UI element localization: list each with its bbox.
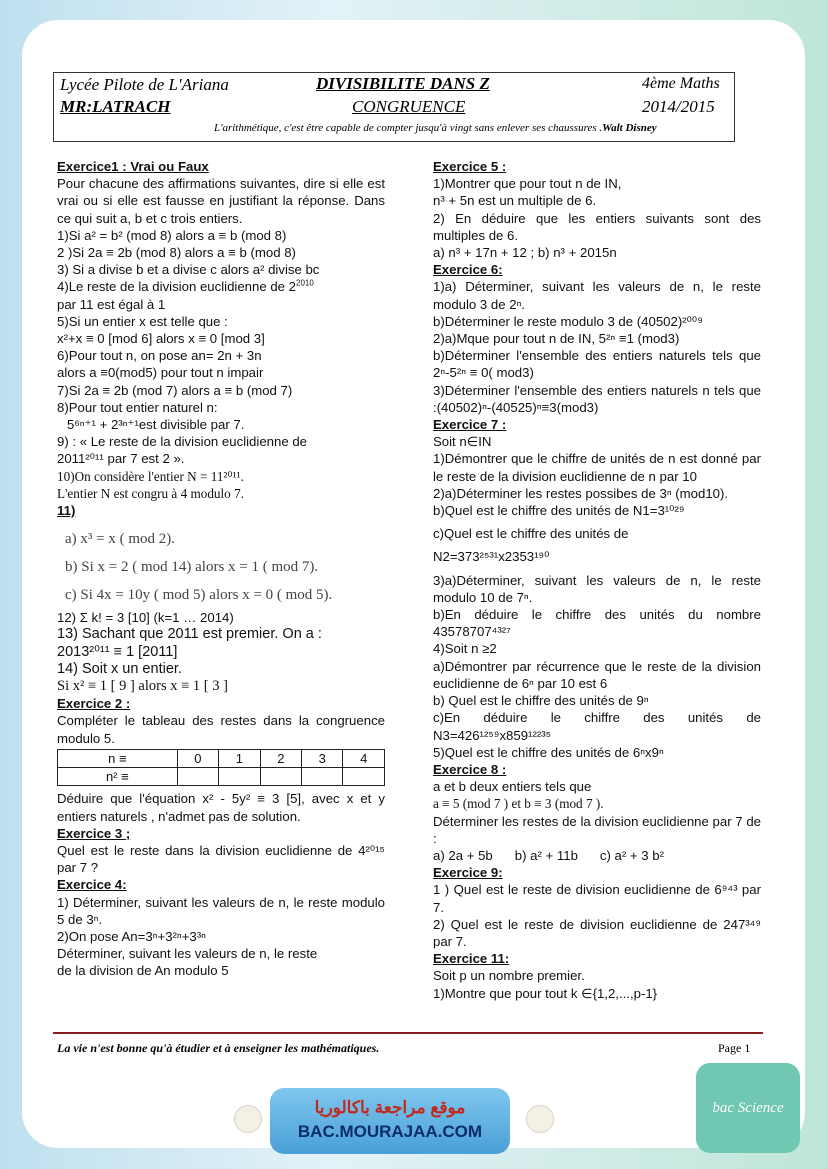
remainder-table	[57, 749, 385, 786]
bac-science-badge: bac Science	[696, 1063, 800, 1153]
statement-10-cont: L'entier N est congru à 4 modulo 7.	[57, 485, 244, 501]
exercise-4-q2: 2)On pose An=3ⁿ+3²ⁿ+3³ⁿ	[57, 928, 206, 944]
table-cell	[177, 768, 218, 786]
exercise-4-q1: 1) Déterminer, suivant les valeurs de n, le reste modulo 5 de 3ⁿ.	[57, 894, 385, 927]
exercise-11-title: Exercice 11:	[433, 951, 510, 967]
table-cell: n ≡	[58, 749, 178, 767]
exercise-6-q1b: b)Déterminer le reste modulo 3 de (40502)²⁰⁰⁹	[433, 313, 703, 329]
exercise-5-q2: 2) En déduire que les entiers suivants sont des multiples de 6.	[433, 210, 761, 243]
exercise-4-q4: de la division de An modulo 5	[57, 963, 229, 979]
exercise-5-title: Exercice 5 :	[433, 159, 507, 174]
exercise-2-text2: Déduire que l'équation x² - 5y² ≡ 3 [5], avec x et y entiers naturels , n'admet pas de solution.	[57, 791, 385, 824]
statement-14-cont: Si x² ≡ 1 [ 9 ] alors x ≡ 1 [ 3 ]	[57, 678, 228, 695]
exercise-5-q2-cont: a) n³ + 17n + 12 ; b) n³ + 2015n	[433, 245, 617, 261]
statement-9: 9) : « Le reste de la division euclidienne de	[57, 434, 307, 450]
exercise-11-l2: 1)Montre que pour tout k ∈{1,2,...,p-1}	[433, 985, 658, 1001]
statement-8: 8)Pour tout entier naturel n:	[57, 399, 218, 415]
statement-3: 3) Si a divise b et a divise c alors a² divise bc	[57, 262, 320, 278]
exercise-9-q1: 1 ) Quel est le reste de division euclidienne de 6⁹⁴³ par 7.	[433, 882, 761, 915]
right-column	[433, 158, 761, 1002]
exercise-4-q3: Déterminer, suivant les valeurs de n, le reste	[57, 946, 318, 962]
exercise-11-l1: Soit p un nombre premier.	[433, 968, 585, 984]
table-cell: n² ≡	[58, 768, 178, 786]
table-cell: 4	[343, 749, 385, 767]
title-divisibility: DIVISIBILITE DANS Z	[316, 74, 490, 93]
exercise-4-title: Exercice 4:	[57, 877, 127, 893]
exercise-7-q5: 5)Quel est le chiffre des unités de 6ⁿx9ⁿ	[433, 744, 664, 760]
table-cell	[302, 768, 343, 786]
exercise-8-title: Exercice 8 :	[433, 761, 507, 777]
exercise-6-q1a: 1)a) Déterminer, suivant les valeurs de n, le reste modulo 3 de 2ⁿ.	[433, 279, 761, 312]
table-cell	[219, 768, 260, 786]
title-congruence: CONGRUENCE	[352, 97, 466, 116]
statement-1: 1)Si a² = b² (mod 8) alors a ≡ b (mod 8)	[57, 227, 287, 243]
page-number: Page 1	[718, 1041, 751, 1055]
left-column	[57, 158, 385, 980]
table-cell: 1	[219, 749, 260, 767]
class-level: 4ème Maths	[642, 75, 720, 92]
statement-10: 10)On considère l'entier N = 11²⁰¹¹.	[57, 468, 244, 484]
footer-divider	[53, 1032, 763, 1034]
table-cell	[260, 768, 301, 786]
exercise-7-q4a: a)Démontrer par récurrence que le reste de la division euclidienne de 6ⁿ par 10 est 6	[433, 658, 761, 691]
statement-7: 7)Si 2a ≡ 2b (mod 7) alors a ≡ b (mod 7)	[57, 382, 293, 398]
table-cell	[343, 768, 385, 786]
document-header	[53, 72, 735, 142]
exercise-2-text: Compléter le tableau des restes dans la congruence modulo 5.	[57, 713, 385, 746]
statement-13: 13) Sachant que 2011 est premier. On a :	[57, 626, 322, 643]
exercise-5-q1-cont: n³ + 5n est un multiple de 6.	[433, 193, 597, 209]
school-year: 2014/2015	[642, 97, 715, 116]
exercise-7-q2a: 2)a)Déterminer les restes possibes de 3ⁿ (mod10).	[433, 485, 729, 501]
statement-6: 6)Pour tout n, on pose an= 2n + 3n	[57, 348, 262, 364]
exercise-7-q3b: b)En déduire le chiffre des unités du nombre 43578707⁴³²⁷	[433, 607, 761, 640]
statement-14: 14) Soit x un entier.	[57, 660, 182, 677]
exercise-6-q3: 3)Déterminer l'ensemble des entiers naturels n tels que :(40502)ⁿ-(40525)ⁿ≡3(mod3)	[433, 382, 761, 415]
exercise-7-l1: Soit n∈IN	[433, 434, 492, 450]
exercise-8-l3: Déterminer les restes de la division euclidienne par 7 de :	[433, 813, 761, 846]
statement-11: 11)	[57, 503, 76, 519]
exercise-5-q1: 1)Montrer que pour tout n de IN,	[433, 176, 622, 192]
quote: L'arithmétique, c'est être capable de compter jusqu'à vingt sans enlever ses chaussures .Walt Disney	[214, 122, 657, 134]
statement-6-cont: alors a ≡0(mod5) pour tout n impair	[57, 365, 264, 381]
statement-8-cont: 5⁶ⁿ⁺¹ + 2³ⁿ⁺¹est divisible par 7.	[67, 417, 245, 433]
table-row	[58, 768, 385, 786]
statement-2: 2 )Si 2a ≡ 2b (mod 8) alors a ≡ b (mod 8)	[57, 245, 296, 261]
exercise-7-q4c: c)En déduire le chiffre des unités de N3=426¹²⁵⁹x859¹²²³⁵	[433, 710, 761, 743]
table-row	[58, 749, 385, 767]
statement-5-cont: x²+x ≡ 0 [mod 6] alors x ≡ 0 [mod 3]	[57, 331, 265, 347]
exercise-7-q4b: b) Quel est le chiffre des unités de 9ⁿ	[433, 693, 649, 709]
statement-11c: c) Si 4x = 10y ( mod 5) alors x = 0 ( mod 5).	[65, 587, 333, 604]
exercise-8-l1: a et b deux entiers tels que	[433, 779, 592, 795]
exercise-7-q2b: b)Quel est le chiffre des unités de N1=3¹⁰²⁹	[433, 503, 685, 519]
exercise-7-q2d: N2=373²⁵³¹x2353¹⁹⁰	[433, 549, 550, 565]
footer-motto: La vie n'est bonne qu'à étudier et à enseigner les mathématiques.	[57, 1041, 380, 1055]
table-cell: 0	[177, 749, 218, 767]
exercise-8-l2: a ≡ 5 (mod 7 ) et b ≡ 3 (mod 7 ).	[433, 796, 604, 812]
exercise-7-q1: 1)Démontrer que le chiffre de unités de n est donné par le reste de la division euclidienne de n par 10	[433, 451, 761, 484]
site-banner[interactable]	[270, 1088, 510, 1154]
exercise-9-title: Exercice 9:	[433, 865, 503, 881]
statement-4-cont: par 11 est égal à 1	[57, 296, 166, 312]
table-cell: 2	[260, 749, 301, 767]
exercise-2-title: Exercice 2 :	[57, 696, 131, 712]
statement-9-cont: 2011²⁰¹¹ par 7 est 2 ».	[57, 451, 185, 467]
table-cell: 3	[302, 749, 343, 767]
exercise-3-text: Quel est le reste dans la division euclidienne de 4²⁰¹⁵ par 7 ?	[57, 842, 385, 876]
statement-4: 4)Le reste de la division euclidienne de $2^{2010}$	[57, 279, 314, 295]
site-name-arabic: موقع مراجعة باكالوريا	[314, 1098, 466, 1117]
statement-13-cont: 2013²⁰¹¹ ≡ 1 [2011]	[57, 643, 178, 660]
exercise-8-l4: a) 2a + 5b b) a² + 11b c) a² + 3 b²	[433, 847, 665, 863]
exercise-1-title: Exercice1 : Vrai ou Faux	[57, 159, 209, 174]
left-logo-icon	[234, 1105, 262, 1133]
exercise-9-q2: 2) Quel est le reste de division euclidienne de 247³⁴⁹ par 7.	[433, 916, 761, 949]
exercise-1-intro: Pour chacune des affirmations suivantes, dire si elle est vrai ou si elle est fausse en justifiant la réponse. Dans ce qui suit a, b et c trois entiers.	[57, 176, 385, 226]
statement-11a: a) x³ = x ( mod 2).	[65, 531, 176, 548]
site-url[interactable]: BAC.MOURAJAA.COM	[297, 1122, 483, 1141]
statement-12: 12) Σ k! = 3 [10] (k=1 … 2014)	[57, 610, 234, 626]
exercise-3-title: Exercice 3 ;	[57, 825, 131, 841]
right-logo-icon	[526, 1105, 554, 1133]
statement-11b: b) Si x = 2 ( mod 14) alors x = 1 ( mod 7).	[65, 559, 319, 576]
statement-5: 5)Si un entier x est telle que :	[57, 313, 228, 329]
statement-11-image	[65, 525, 385, 609]
exercise-7-q2c: c)Quel est le chiffre des unités de	[433, 526, 629, 542]
exercise-6-title: Exercice 6:	[433, 262, 503, 278]
exercise-7-q4: 4)Soit n ≥2	[433, 641, 497, 657]
school-name: Lycée Pilote de L'Ariana	[60, 75, 229, 94]
teacher-name: MR:LATRACH	[60, 97, 171, 116]
exercise-6-q2a: 2)a)Mque pour tout n de IN, 5²ⁿ ≡1 (mod3)	[433, 331, 680, 347]
exercise-7-q3a: 3)a)Déterminer, suivant les valeurs de n, le reste modulo 10 de 7ⁿ.	[433, 572, 761, 605]
exercise-6-q2b: b)Déterminer l'ensemble des entiers naturels tels que 2ⁿ-5²ⁿ ≡ 0( mod3)	[433, 348, 761, 381]
exercise-7-title: Exercice 7 :	[433, 417, 507, 433]
